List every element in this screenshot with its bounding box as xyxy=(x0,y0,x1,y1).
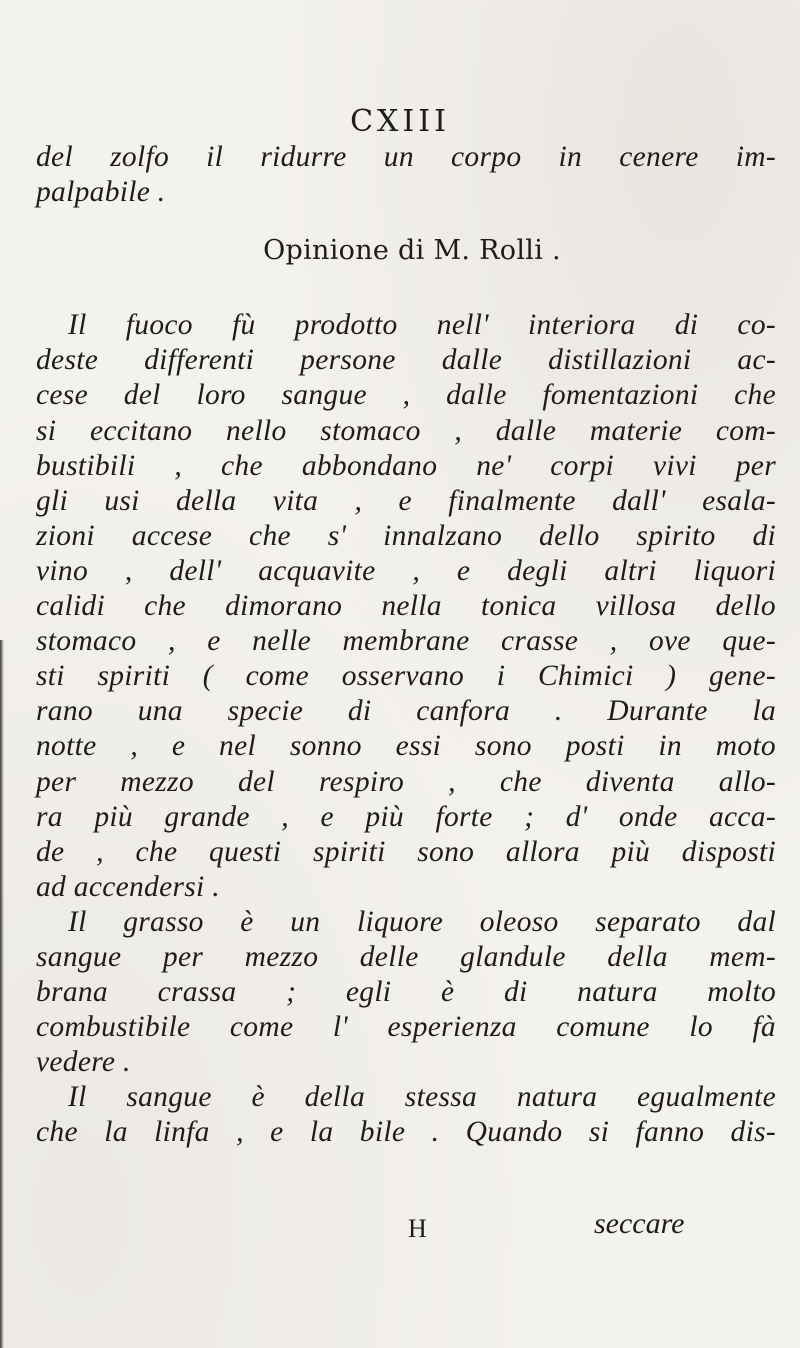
text-line: sangue per mezzo delle glandule della mem- xyxy=(36,940,776,973)
text-line: gli usi della vita , e finalmente dall' esala- xyxy=(36,484,776,517)
text-line: palpabile . xyxy=(36,176,166,209)
text-line: Il grasso è un liquore oleoso separato dal xyxy=(68,905,776,938)
text-line: per mezzo del respiro , che diventa allo- xyxy=(36,765,776,798)
text-line: si eccitano nello stomaco , dalle materie com- xyxy=(36,414,776,447)
signature-mark: H xyxy=(408,1214,427,1243)
text-line: rano una specie di canfora . Durante la xyxy=(36,695,776,728)
text-line: combustibile come l' esperienza comune lo fà xyxy=(36,1011,776,1044)
text-line: ad accendersi . xyxy=(36,870,220,903)
text-line: stomaco , e nelle membrane crasse , ove que- xyxy=(36,625,776,658)
catchword: seccare xyxy=(594,1207,685,1240)
text-line: bustibili , che abbondano ne' corpi vivi per xyxy=(36,449,776,482)
text-line: Il fuoco fù prodotto nell' interiora di co- xyxy=(68,309,776,342)
text-line: ra più grande , e più forte ; d' onde acca- xyxy=(36,800,776,833)
text-line: brana crassa ; egli è di natura molto xyxy=(36,976,776,1009)
text-line: vedere . xyxy=(36,1046,131,1079)
page-binding-shadow xyxy=(0,640,4,1348)
text-line: che la linfa , e la bile . Quando si fanno dis- xyxy=(36,1116,776,1149)
text-line: deste differenti persone dalle distillazioni ac- xyxy=(36,344,776,377)
page-number: CXIII xyxy=(350,104,450,139)
text-line: calidi che dimorano nella tonica villosa dello xyxy=(36,590,776,623)
text-line: de , che questi spiriti sono allora più disposti xyxy=(36,835,776,868)
text-line: cese del loro sangue , dalle fomentazioni che xyxy=(36,379,776,412)
page-text xyxy=(36,140,776,1151)
section-heading: Opinione di M. Rolli . xyxy=(263,235,561,267)
text-line: vino , dell' acquavite , e degli altri liquori xyxy=(36,554,776,587)
text-line: zioni accese che s' innalzano dello spirito di xyxy=(36,519,776,552)
text-line: notte , e nel sonno essi sono posti in moto xyxy=(36,730,776,763)
text-line: del zolfo il ridurre un corpo in cenere im- xyxy=(36,141,776,173)
text-line: sti spiriti ( come osservano i Chimici ) gene- xyxy=(36,660,776,693)
text-line: Il sangue è della stessa natura egualmente xyxy=(68,1081,776,1114)
